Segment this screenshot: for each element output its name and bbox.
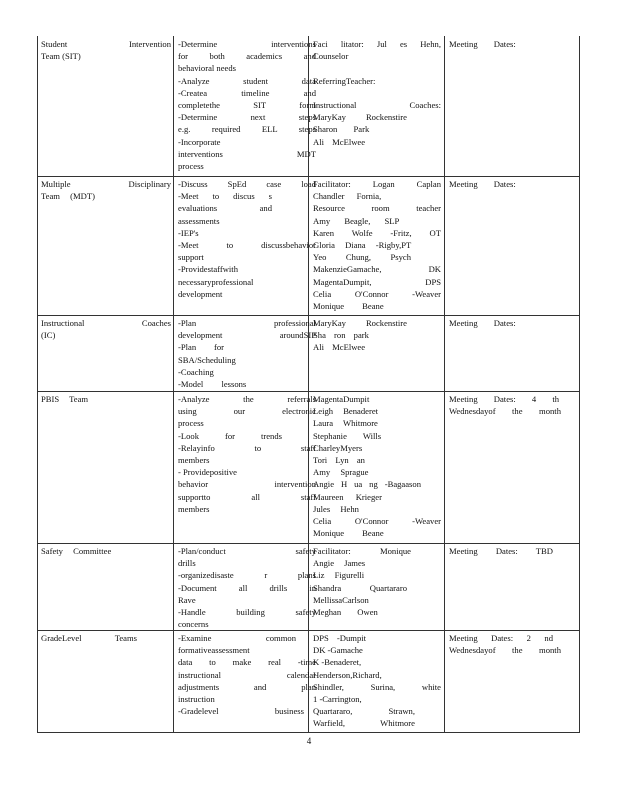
table-row [37, 315, 580, 391]
cell-line: evaluations and [178, 203, 272, 214]
cell-line: -Discuss SpEd case load [178, 179, 316, 189]
cell-line: interventions MDT [178, 148, 316, 159]
cell-line: Amy Beagle, SLP [313, 215, 400, 226]
cell-line: members [178, 455, 210, 466]
responsibilities-cell [178, 317, 316, 390]
cell-line: Quartararo, Strawn, [313, 706, 415, 717]
cell-line: Monique Beane [313, 528, 384, 539]
cell-line: Monique Beane [313, 301, 384, 312]
cell-line: -IEP's [178, 227, 199, 238]
cell-line: (IC) [41, 330, 56, 341]
cell-line: -Look for trends [178, 430, 282, 441]
cell-line: MaryKay Rockenstire [313, 112, 407, 123]
cell-line: Leigh Benaderet [313, 406, 379, 417]
cell-line: Faci litator: Jul es Hehn, [313, 39, 441, 49]
cell-line: Wednesdayof the month [449, 645, 561, 656]
cell-line: Maureen Krieger [313, 491, 382, 502]
cell-line: instruction [178, 694, 215, 705]
cell-line: development aroundSIP [178, 330, 316, 341]
cell-line: PBIS Team [41, 394, 89, 404]
cell-line: -Determine next steps [178, 112, 316, 123]
cell-line: Meghan Owen [313, 607, 378, 618]
cell-line: Counselor [313, 51, 349, 62]
team-name-cell [41, 393, 171, 405]
table-border-bottom [37, 732, 580, 733]
members-cell [313, 38, 441, 148]
cell-line: -Relayinfo to staff [178, 442, 316, 453]
cell-line: -Plan professional [178, 318, 316, 328]
members-cell [313, 393, 441, 539]
cell-line: -Createa timeline and [178, 87, 316, 98]
members-cell [313, 317, 441, 354]
cell-line: Shandra Quartararo [313, 582, 407, 593]
cell-line: -Providestaffwith [178, 264, 238, 275]
team-name-cell [41, 178, 171, 202]
cell-line: Team (SIT) [41, 51, 81, 62]
table-row [37, 543, 580, 630]
cell-line: -Document all drills in [178, 582, 316, 593]
cell-line: Meeting Dates: TBD [449, 546, 553, 556]
cell-line: Facilitator: Logan Caplan [313, 179, 441, 189]
cell-line: assessments [178, 215, 220, 226]
cell-line: MagentaDumpit, DPS [313, 276, 441, 287]
cell-line: for both academics and [178, 51, 316, 62]
team-name-cell [41, 317, 171, 341]
cell-line: Henderson,Richard, [313, 669, 382, 680]
cell-line: concerns [178, 619, 209, 630]
meeting-dates-cell [449, 317, 575, 329]
cell-line: process [178, 418, 204, 429]
cell-line: Chandler Fornia, [313, 191, 382, 202]
cell-line: Meeting Dates: [449, 179, 516, 189]
members-cell [313, 545, 441, 618]
cell-line: -Incorporate [178, 136, 221, 147]
cell-line: members [178, 503, 210, 514]
cell-line: Angie H ua ng -Bagaason [313, 479, 421, 490]
cell-line: GradeLevel Teams [41, 633, 137, 643]
cell-line [313, 87, 441, 99]
table-row [37, 176, 580, 315]
team-name-cell [41, 545, 171, 557]
cell-line: MakenzieGamache, DK [313, 264, 441, 275]
cell-line: Meeting Dates: 4 th [449, 394, 560, 404]
cell-line: MellissaCarlson [313, 594, 369, 605]
cell-line: 1 -Carrington, [313, 694, 362, 705]
cell-line: Meeting Dates: 2 nd [449, 633, 553, 643]
members-cell [313, 178, 441, 312]
meeting-dates-cell [449, 545, 575, 557]
cell-line: instructional calendar [178, 669, 316, 680]
cell-line: -Determine interventions [178, 39, 316, 49]
cell-line: -Analyze the referrals [178, 394, 316, 404]
teams-table [37, 36, 580, 733]
responsibilities-cell [178, 545, 316, 630]
cell-line: Student Intervention [41, 39, 171, 49]
cell-line: ReferringTeacher: [313, 75, 376, 86]
cell-line: -Examine common [178, 633, 296, 643]
team-name-cell [41, 38, 171, 62]
page-number: 4 [306, 736, 312, 746]
cell-line: using our electronic [178, 406, 316, 417]
table-row [37, 36, 580, 176]
cell-line: necessaryprofessional [178, 276, 254, 287]
cell-line: Angie James [313, 558, 366, 569]
cell-line: development [178, 288, 223, 299]
table-row [37, 391, 580, 543]
cell-line: CharleyMyers [313, 442, 363, 453]
cell-line: behavior intervention [178, 479, 316, 490]
cell-line: Resource room teacher [313, 203, 441, 214]
cell-line: behavioral needs [178, 63, 236, 74]
cell-line: e.g. required ELL steps [178, 124, 316, 135]
cell-line: Meeting Dates: [449, 318, 516, 328]
cell-line: DK -Gamache [313, 645, 363, 656]
meeting-dates-cell [449, 178, 575, 190]
meeting-dates-cell [449, 393, 575, 417]
cell-line: Facilitator: Monique [313, 546, 411, 556]
cell-line: -Handle building safety [178, 607, 316, 618]
cell-line: completethe SIT form [178, 100, 316, 111]
cell-line: SBA/Scheduling [178, 354, 236, 365]
cell-line: Celia O'Connor -Weaver [313, 516, 441, 527]
cell-line: MaryKay Rockenstire [313, 318, 407, 328]
cell-line: -Meet to discussbehavior [178, 240, 316, 251]
cell-line: Karen Wolfe -Fritz, OT [313, 227, 441, 238]
cell-line: Team (MDT) [41, 191, 95, 202]
meeting-dates-cell [449, 632, 575, 656]
cell-line: drills [178, 558, 196, 569]
cell-line: -Plan/conduct safety [178, 546, 316, 556]
responsibilities-cell [178, 178, 316, 300]
cell-line: Ali McElwee [313, 136, 366, 147]
cell-line: Shindler, Surina, white [313, 681, 441, 692]
cell-line: K -Benaderet, [313, 657, 362, 668]
cell-line: Yeo Chung, Psych [313, 252, 411, 263]
meeting-dates-cell [449, 38, 575, 50]
cell-line [313, 62, 441, 74]
cell-line: Stephanie Wills [313, 430, 382, 441]
cell-line: Multiple Disciplinary [41, 179, 171, 189]
cell-line: DPS -Dumpit [313, 633, 367, 643]
cell-line: -organizedisaste r plans [178, 570, 316, 581]
cell-line: Gloria Diana -Rigby,PT [313, 240, 412, 251]
cell-line: Instructional Coaches [41, 318, 171, 328]
cell-line: Laura Whitmore [313, 418, 378, 429]
responsibilities-cell [178, 632, 316, 717]
cell-line: formativeassessment [178, 645, 250, 656]
cell-line: process [178, 161, 204, 172]
cell-line: Warfield, Whitmore [313, 718, 415, 729]
cell-line: -Gradelevel business [178, 706, 304, 717]
cell-line: Wednesdayof the month [449, 406, 561, 417]
team-name-cell [41, 632, 171, 644]
cell-line: Sha ron park [313, 330, 369, 341]
table-row [37, 630, 580, 732]
cell-line: Meeting Dates: [449, 39, 516, 49]
cell-line: -Meet to discus s [178, 191, 272, 202]
responsibilities-cell [178, 38, 316, 172]
cell-line: Tori Lyn an [313, 455, 365, 466]
cell-line: Rave [178, 594, 196, 605]
cell-line: -Coaching [178, 366, 214, 377]
cell-line: -Model lessons [178, 379, 247, 390]
cell-line: -Analyze student data [178, 75, 316, 86]
cell-line: -Plan for [178, 342, 224, 353]
cell-line: support [178, 252, 204, 263]
cell-line: Instructional Coaches: [313, 100, 441, 111]
cell-line: supportto all staff [178, 491, 316, 502]
cell-line: Jules Hehn [313, 503, 359, 514]
members-cell [313, 632, 441, 730]
cell-line: Ali McElwee [313, 342, 366, 353]
cell-line: MagentaDumpit [313, 394, 370, 404]
responsibilities-cell [178, 393, 316, 515]
cell-line: data to make real -time [178, 657, 316, 668]
cell-line: Sharon Park [313, 124, 370, 135]
cell-line: Safety Committee [41, 546, 112, 556]
cell-line: Amy Sprague [313, 467, 369, 478]
cell-line: Liz Figurelli [313, 570, 365, 581]
cell-line: - Providepositive [178, 467, 237, 478]
cell-line: adjustments and plan [178, 681, 316, 692]
cell-line: Celia O'Connor -Weaver [313, 288, 441, 299]
